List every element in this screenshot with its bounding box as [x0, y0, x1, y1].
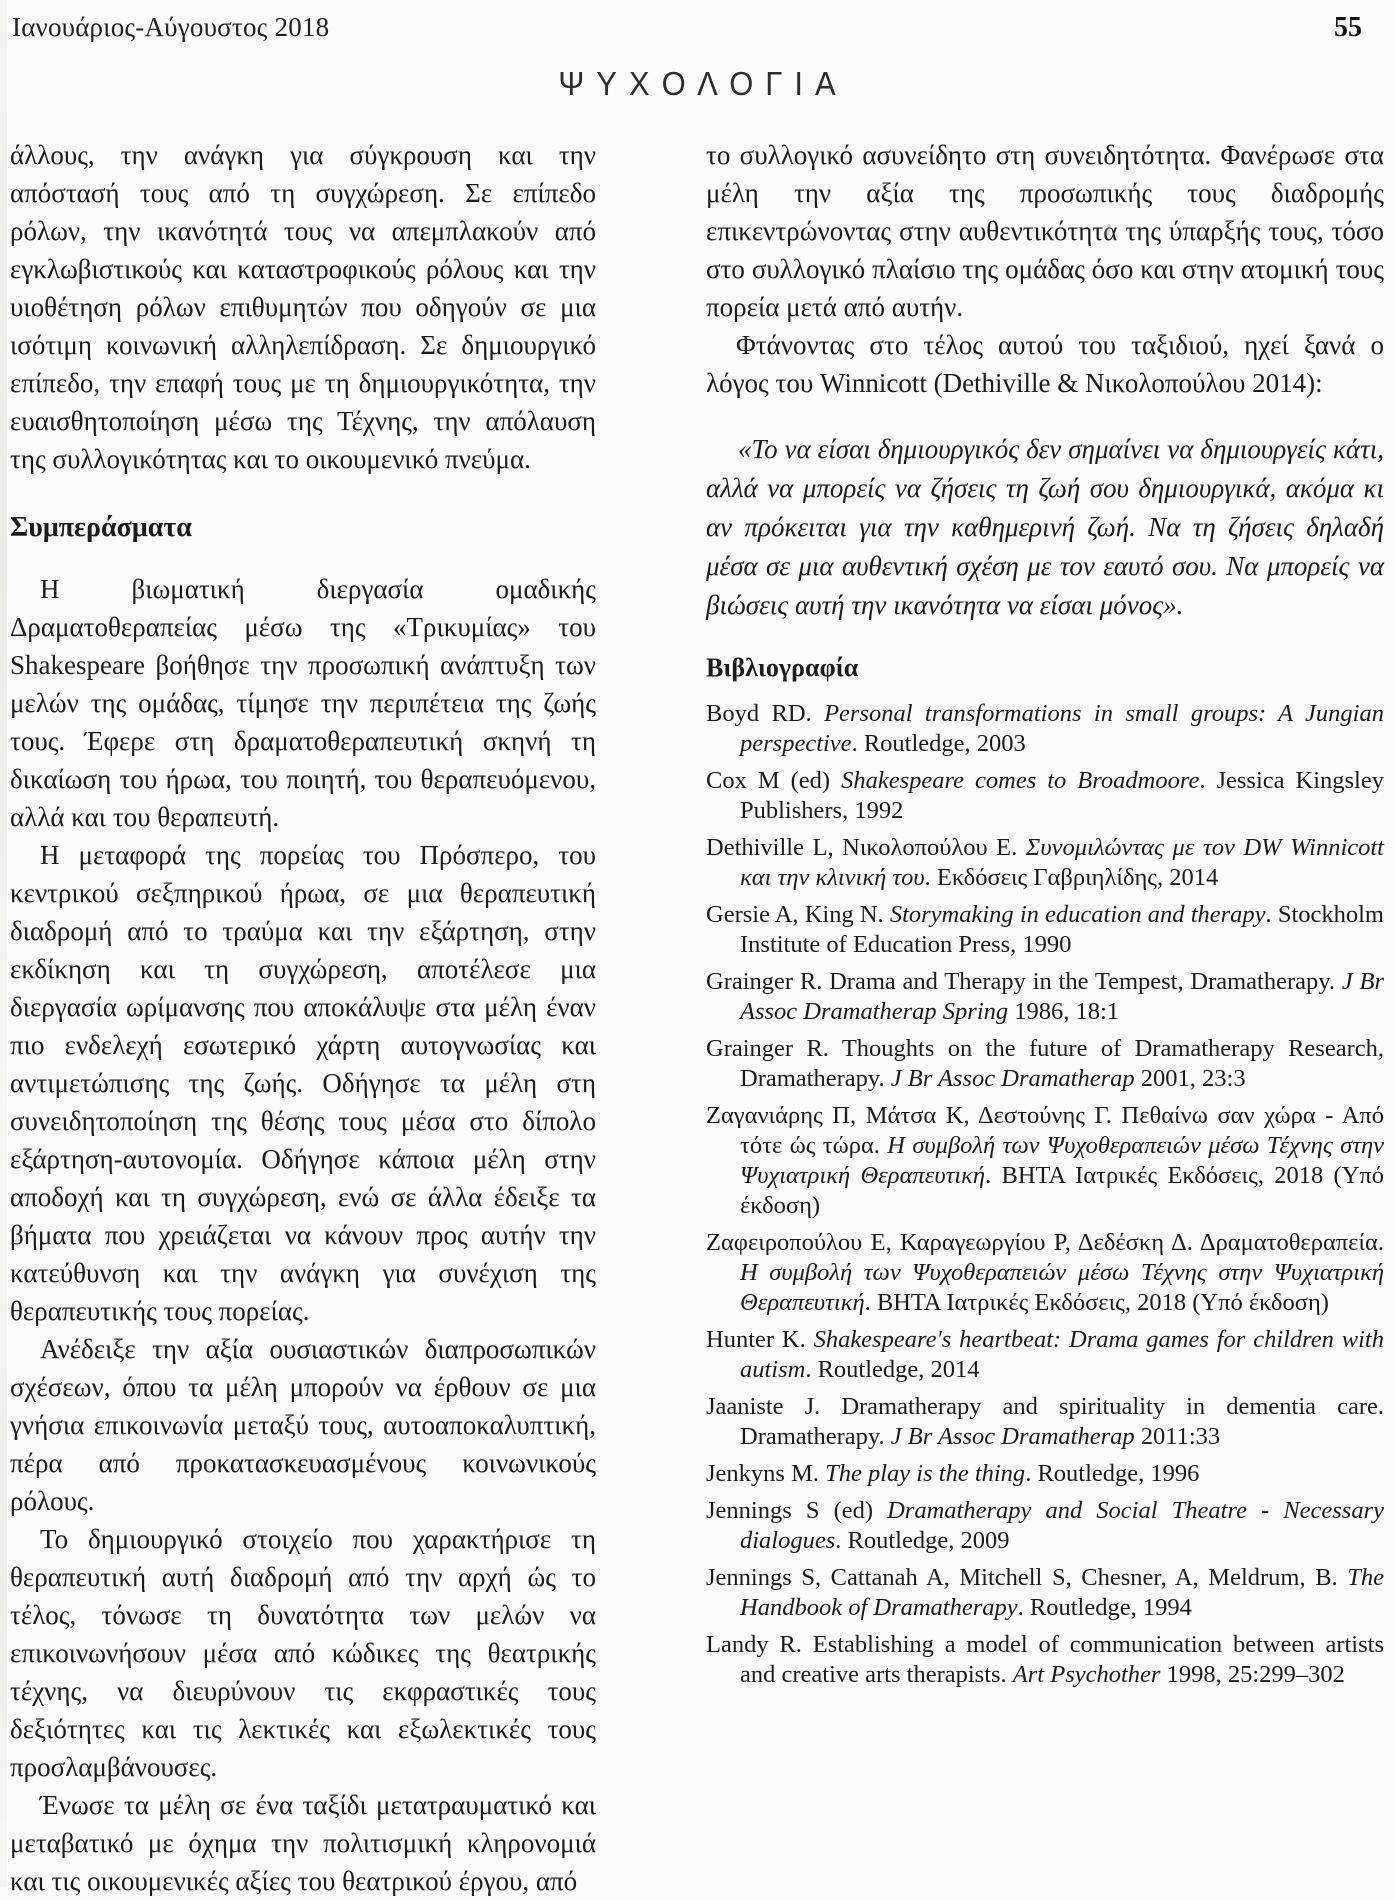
paragraph: Ανέδειξε την αξία ουσιαστικών διαπροσωπικών σχέσεων, όπου τα μέλη μπορούν να έρθουν σε μια γνήσια επικοινωνία μεταξύ τους, αυτοαποκαλυπτική, πέρα από προκατασκευασμένους κοινωνικούς ρόλους. — [10, 1334, 596, 1516]
paragraph: Η μεταφορά της πορείας του Πρόσπερο, του κεντρικού σεξπηρικού ήρωα, σε μια θεραπευτική διαδρομή από το τραύμα και την εξάρτηση, στην εκδίκηση και τη συγχώρεση, αποτέλεσε μια διεργασία ωρίμανσης που αποκάλυψε στα μέλη έναν πιο ενδελεχή εσωτερικό χάρτη αυτογνωσίας και αντιμετώπισης της ζωής. Οδήγησε τα μέλη στη συνειδητοποίηση της θέσης τους μέσα στο δίπολο εξάρτηση-αυτονομία. Οδήγησε κάποια μέλη στην αποδοχή και τη συγχώρεση, ενώ σε άλλα έδειξε τα βήματα που χρειάζεται να κάνουν προς αυτήν την κατεύθυνση και την ανάγκη για συνέχιση της θεραπευτικής τους πορείας. — [10, 840, 596, 1326]
bibliography-entry: Hunter K. Shakespeare's heartbeat: Drama games for children with autism. Routledge, 2014 — [706, 1326, 1384, 1383]
bibliography-entry: Dethiville L, Νικολοπούλου Ε. Συνομιλώντας με τον DW Winnicott και την κλινική του. Εκδόσεις Γαβριηλίδης, 2014 — [706, 834, 1384, 891]
page-header — [0, 0, 1394, 44]
bibliography-entry: Gersie A, King N. Storymaking in education and therapy. Stockholm Institute of Education Press, 1990 — [706, 901, 1384, 958]
bibliography-entry: Jaaniste J. Dramatherapy and spirituality in dementia care. Dramatherapy. J Br Assoc Dramatherap 2011:33 — [706, 1393, 1384, 1450]
paragraph: Το δημιουργικό στοιχείο που χαρακτήρισε τη θεραπευτική αυτή διαδρομή από την αρχή ώς το τέλος, τόνωσε τη δυνατότητα των μελών να επικοινωνήσουν μέσα από κώδικες της θεατρικής τέχνης, να διευρύνουν τις εκφραστικές τους δεξιότητες και τις λεκτικές και εξωλεκτικές τους προσλαμβάνουσες. — [10, 1524, 596, 1782]
paragraph: Φτάνοντας στο τέλος αυτού του ταξιδιού, ηχεί ξανά ο λόγος του Winnicott (Dethiville & Νικολοπούλου 2014): — [706, 330, 1384, 398]
bibliography-entry: Ζαφειροπούλου Ε, Καραγεωργίου Ρ, Δεδέσκη Δ. Δραματοθεραπεία. Η συμβολή των Ψυχοθεραπειών μέσω Τέχνης στην Ψυχιατρική Θεραπευτική. ΒΗΤΑ Ιατρικές Εκδόσεις, 2018 (Υπό έκδοση) — [706, 1229, 1384, 1316]
right-column — [706, 136, 1384, 1900]
bibliography-entry: Jenkyns M. The play is the thing. Routledge, 1996 — [706, 1460, 1200, 1487]
bibliography-entry: Grainger R. Thoughts on the future of Dramatherapy Research, Dramatherapy. J Br Assoc Dramatherap 2001, 23:3 — [706, 1035, 1384, 1092]
paragraph: άλλους, την ανάγκη για σύγκρουση και την απόστασή τους από τη συγχώρεση. Σε επίπεδο ρόλων, την ικανότητά τους να απεμπλακούν από εγκλωβιστικούς και καταστροφικούς ρόλους και την υιοθέτηση ρόλων επιθυμητών που οδηγούν σε μια ισότιμη κοινωνική αλληλεπίδραση. Σε δημιουργικό επίπεδο, την επαφή τους με τη δημιουργικότητα, την ευαισθητοποίηση μέσω της Τέχνης, την απόλαυση της συλλογικότητας και το οικουμενικό πνεύμα. — [10, 140, 596, 474]
conclusions-heading: Συμπεράσματα — [10, 512, 192, 543]
bibliography-entry: Jennings S (ed) Dramatherapy and Social Theatre - Necessary dialogues. Routledge, 2009 — [706, 1497, 1384, 1554]
bibliography-entry: Jennings S, Cattanah A, Mitchell S, Chesner, A, Meldrum, B. The Handbook of Dramatherapy. Routledge, 1994 — [706, 1564, 1384, 1621]
bibliography-entry: Cox M (ed) Shakespeare comes to Broadmoore. Jessica Kingsley Publishers, 1992 — [706, 767, 1384, 824]
two-column-body — [0, 136, 1394, 1900]
bibliography-entry: Boyd RD. Personal transformations in small groups: A Jungian perspective. Routledge, 2003 — [706, 700, 1384, 757]
paragraph: Ένωσε τα μέλη σε ένα ταξίδι μετατραυματικό και μεταβατικό με όχημα την πολιτισμική κληρονομιά και τις οικουμενικές αξίες του θεατρικού έργου, από — [10, 1790, 596, 1896]
block-quote: «Το να είσαι δημιουργικός δεν σημαίνει να δημιουργείς κάτι, αλλά να μπορείς να ζήσεις τη ζωή σου δημιουργικά, ακόμα κι αν πρόκειται για την καθημερινή ζωή. Να τη ζήσεις δηλαδή μέσα σε μια αυθεντική σχέση με τον εαυτό σου. Να μπορείς να βιώσεις αυτή την ικανότητα να είσαι μόνος». — [706, 434, 1384, 620]
bibliography-heading: Βιβλιογραφία — [706, 653, 859, 682]
section-title: ΨΥΧΟΛΟΓΙΑ — [558, 64, 848, 103]
bibliography-entry: Landy R. Establishing a model of communication between artists and creative arts therapists. Art Psychother 1998, 25:299–302 — [706, 1631, 1384, 1688]
paragraph: το συλλογικό ασυνείδητο στη συνειδητότητα. Φανέρωσε στα μέλη την αξία της προσωπικής τους διαδρομής επικεντρώνοντας στην αυθεντικότητα της ύπαρξής τους, τόσο στο συλλογικό πλαίσιο της ομάδας όσο και στην ατομική τους πορεία μετά από αυτήν. — [706, 140, 1384, 322]
paragraph: Η βιωματική διεργασία ομαδικής Δραματοθεραπείας μέσω της «Τρικυμίας» του Shakespeare βοήθησε την προσωπική ανάπτυξη των μελών της ομάδας, τίμησε την περιπέτεια της ζωής τους. Έφερε στη δραματοθεραπευτική σκηνή τη δικαίωση του ήρωα, του ποιητή, του θεραπευόμενου, αλλά και του θεραπευτή. — [10, 574, 596, 832]
page-number: 55 — [1334, 12, 1362, 43]
bibliography-entry: Grainger R. Drama and Therapy in the Tempest, Dramatherapy. J Br Assoc Dramatherap Spring 1986, 18:1 — [706, 968, 1384, 1025]
left-column — [10, 136, 596, 1900]
bibliography-entry: Ζαγανιάρης Π, Μάτσα Κ, Δεστούνης Γ. Πεθαίνω σαν χώρα - Από τότε ώς τώρα. Η συμβολή των Ψυχοθεραπειών μέσω Τέχνης στην Ψυχιατρική Θεραπευτική. ΒΗΤΑ Ιατρικές Εκδόσεις, 2018 (Υπό έκδοση) — [706, 1102, 1385, 1219]
scan-edge-shadow — [0, 0, 7, 1887]
issue-date: Ιανουάριος-Αύγουστος 2018 — [12, 12, 330, 42]
